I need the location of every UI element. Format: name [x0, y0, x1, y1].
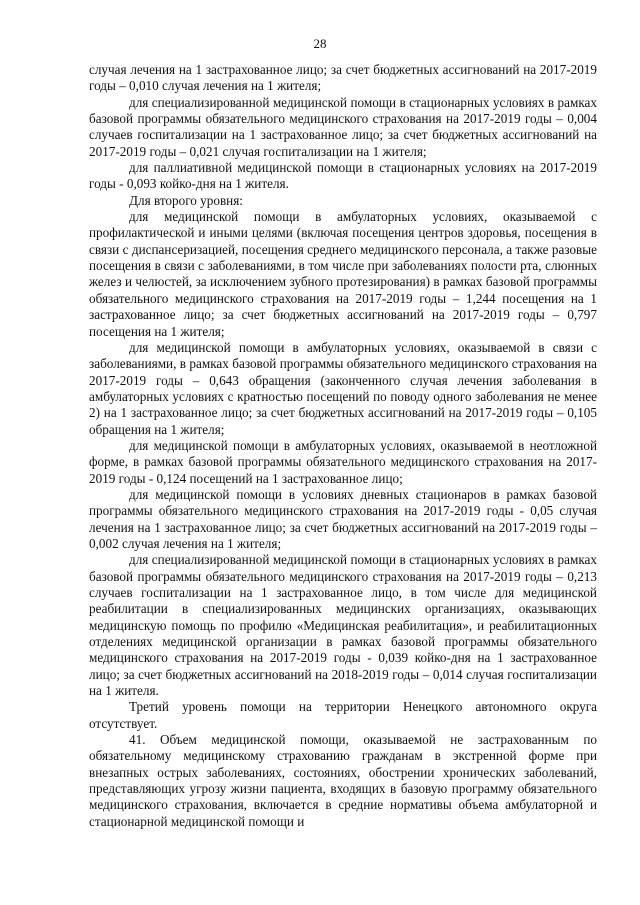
- paragraph: случая лечения на 1 застрахованное лицо; за счет бюджетных ассигнований на 2017-2019 годы – 0,010 случая лечения на 1 жителя;: [89, 62, 597, 94]
- paragraph: для медицинской помощи в амбулаторных условиях, оказываемой с профилактической и иными целями (включая посещения центров здоровья, посещения в связи с диспансеризацией, посещения среднего медицинского персонала, а также разовые посещения в связи с заболеваниями, в том числе при заболеваниях полости рта, слюнных желез и челюстей, за исключением зубного протезирования) в рамках базовой программы обязательного медицинского страхования на 2017-2019 годы – 1,244 посещения на 1 застрахованное лицо; за счет бюджетных ассигнований на 2017-2019 годы – 0,797 посещения на 1 жителя;: [89, 209, 597, 339]
- paragraph: для медицинской помощи в амбулаторных условиях, оказываемой в неотложной форме, в рамках базовой программы обязательного медицинского страхования на 2017-2019 годы - 0,124 посещений на 1 застрахованное лицо;: [89, 437, 597, 486]
- paragraph: Для второго уровня:: [129, 192, 243, 208]
- paragraph: 41. Объем медицинской помощи, оказываемой не застрахованным по обязательному медицинскому страхованию гражданам в экстренной форме при внезапных острых заболеваниях, состояниях, обострении хронических заболеваний, представляющих угрозу жизни пациента, входящих в базовую программу обязательного медицинского страхования, включается в средние нормативы объема амбулаторной и стационарной медицинской помощи и: [89, 732, 597, 829]
- paragraph: для медицинской помощи в амбулаторных условиях, оказываемой в связи с заболеваниями, в рамках базовой программы обязательного медицинского страхования на 2017-2019 годы – 0,643 обращения (законченного случая лечения заболевания в амбулаторных условиях с кратностью посещений по поводу одного заболевания не менее 2) на 1 застрахованное лицо; за счет бюджетных ассигнований на 2017-2019 годы – 0,105 обращения на 1 жителя;: [89, 339, 597, 437]
- document-body: [89, 62, 597, 830]
- paragraph: для специализированной медицинской помощи в стационарных условиях в рамках базовой программы обязательного медицинского страхования на 2017-2019 годы – 0,004 случаев госпитализации на 1 застрахованное лицо; за счет бюджетных ассигнований на 2017-2019 годы – 0,021 случая госпитализации на 1 жителя;: [89, 94, 597, 159]
- paragraph: для медицинской помощи в условиях дневных стационаров в рамках базовой программы обязательного медицинского страхования на 2017-2019 годы - 0,05 случая лечения на 1 застрахованное лицо; за счет бюджетных ассигнований на 2017-2019 годы – 0,002 случая лечения на 1 жителя;: [89, 486, 597, 551]
- paragraph: Третий уровень помощи на территории Ненецкого автономного округа отсутствует.: [89, 699, 597, 731]
- paragraph: для специализированной медицинской помощи в стационарных условиях в рамках базовой программы обязательного медицинского страхования на 2017-2019 годы – 0,213 случаев госпитализации на 1 застрахованное лицо, в том числе для медицинской реабилитации в специализированных медицинских организациях, оказывающих медицинскую помощь по профилю «Медицинская реабилитация», и реабилитационных отделениях медицинской организации в рамках базовой программы обязательного медицинского страхования на 2017-2019 годы - 0,039 койко-дня на 1 застрахованное лицо; за счет бюджетных ассигнований на 2018-2019 годы – 0,014 случая госпитализации на 1 жителя.: [89, 552, 597, 699]
- page-number: 28: [313, 36, 327, 51]
- paragraph: для паллиативной медицинской помощи в стационарных условиях на 2017-2019 годы - 0,093 койко-дня на 1 жителя.: [89, 160, 597, 192]
